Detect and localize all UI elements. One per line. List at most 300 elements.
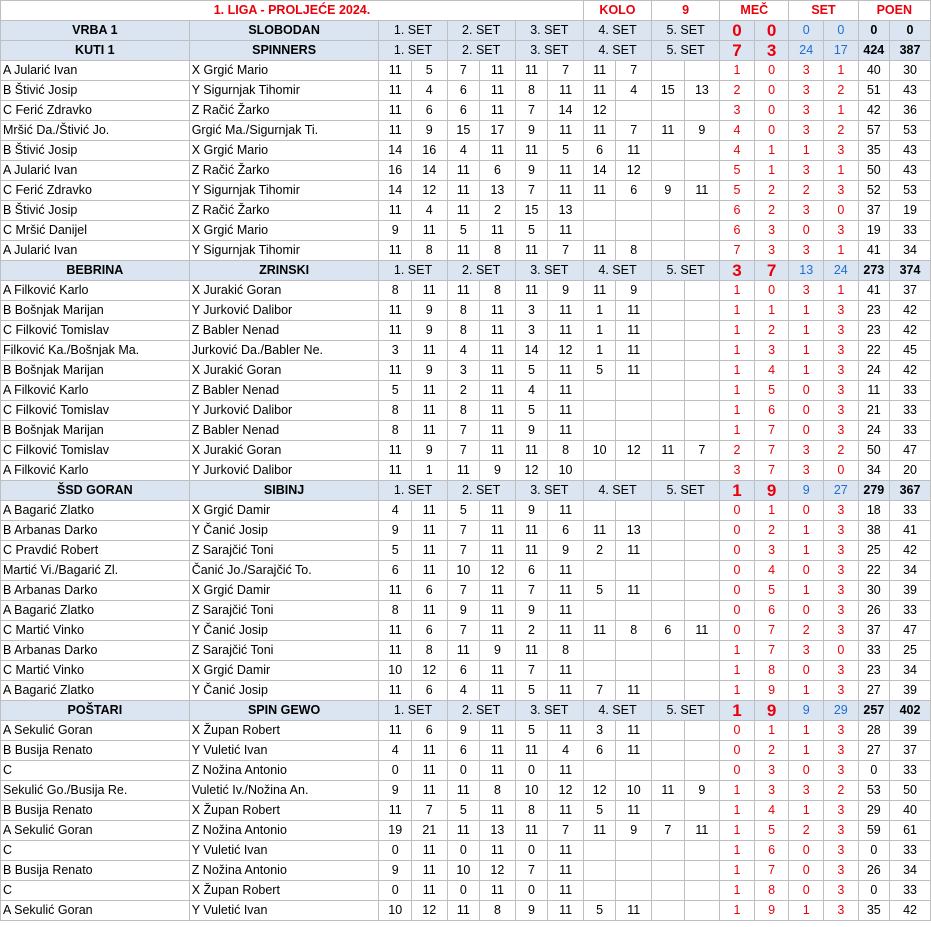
match-home-mec: 1 bbox=[720, 701, 755, 721]
set-score: 11 bbox=[480, 741, 516, 761]
home-sets-won: 0 bbox=[789, 761, 824, 781]
home-player: Mršić Da./Štivić Jo. bbox=[1, 121, 190, 141]
set-score bbox=[684, 541, 720, 561]
away-points: 50 bbox=[890, 781, 931, 801]
set-score bbox=[616, 661, 652, 681]
set-score bbox=[652, 321, 685, 341]
set-score: 11 bbox=[480, 141, 516, 161]
away-points: 33 bbox=[890, 401, 931, 421]
home-player: C bbox=[1, 761, 190, 781]
home-player: C Mršić Danijel bbox=[1, 221, 190, 241]
set-score bbox=[684, 61, 720, 81]
set-score: 0 bbox=[379, 841, 412, 861]
game-row bbox=[1, 501, 931, 521]
set-score: 11 bbox=[411, 561, 447, 581]
away-sets-won: 3 bbox=[824, 601, 859, 621]
set-score: 11 bbox=[548, 81, 584, 101]
away-points: 37 bbox=[890, 281, 931, 301]
set-score: 11 bbox=[447, 781, 480, 801]
set-score: 11 bbox=[548, 601, 584, 621]
home-player: C bbox=[1, 881, 190, 901]
set-score bbox=[583, 381, 616, 401]
home-sets-won: 2 bbox=[789, 821, 824, 841]
away-player: X Jurakić Goran bbox=[189, 361, 379, 381]
set-score: 13 bbox=[684, 81, 720, 101]
home-sets-won: 1 bbox=[789, 361, 824, 381]
set-score: 11 bbox=[548, 661, 584, 681]
set-score bbox=[583, 881, 616, 901]
set-score: 11 bbox=[515, 61, 548, 81]
home-points: 0 bbox=[858, 841, 889, 861]
set-score: 9 bbox=[379, 781, 412, 801]
home-sets-won: 0 bbox=[789, 221, 824, 241]
set-score: 7 bbox=[548, 241, 584, 261]
set-score: 10 bbox=[515, 781, 548, 801]
set-score: 7 bbox=[515, 101, 548, 121]
set-score: 7 bbox=[684, 441, 720, 461]
set-score: 14 bbox=[379, 181, 412, 201]
set-score bbox=[652, 581, 685, 601]
running-away-mec: 5 bbox=[754, 581, 789, 601]
running-home-mec: 1 bbox=[720, 801, 755, 821]
running-home-mec: 5 bbox=[720, 181, 755, 201]
set-score: 11 bbox=[515, 821, 548, 841]
set-score: 8 bbox=[411, 641, 447, 661]
set-score bbox=[616, 381, 652, 401]
set-score: 11 bbox=[548, 321, 584, 341]
set-score: 13 bbox=[616, 521, 652, 541]
set-score: 8 bbox=[379, 421, 412, 441]
running-away-mec: 7 bbox=[754, 421, 789, 441]
running-home-mec: 1 bbox=[720, 301, 755, 321]
set-score: 12 bbox=[616, 441, 652, 461]
set-score: 6 bbox=[411, 581, 447, 601]
set-score bbox=[652, 901, 685, 921]
set-score: 13 bbox=[480, 181, 516, 201]
set-score: 10 bbox=[447, 861, 480, 881]
away-points: 43 bbox=[890, 81, 931, 101]
set-score bbox=[684, 901, 720, 921]
set-score bbox=[684, 601, 720, 621]
set-score: 11 bbox=[548, 121, 584, 141]
home-sets-won: 3 bbox=[789, 61, 824, 81]
set-score: 6 bbox=[379, 561, 412, 581]
home-player: C Martić Vinko bbox=[1, 661, 190, 681]
set-score: 9 bbox=[480, 641, 516, 661]
set-score: 11 bbox=[515, 281, 548, 301]
set-score bbox=[684, 761, 720, 781]
away-sets-won: 3 bbox=[824, 421, 859, 441]
away-sets-won: 0 bbox=[824, 641, 859, 661]
set-score bbox=[652, 161, 685, 181]
home-points: 23 bbox=[858, 321, 889, 341]
game-row bbox=[1, 721, 931, 741]
set-score: 12 bbox=[616, 161, 652, 181]
set-score: 12 bbox=[583, 781, 616, 801]
game-row bbox=[1, 421, 931, 441]
home-player: Sekulić Go./Busija Re. bbox=[1, 781, 190, 801]
set-score bbox=[652, 201, 685, 221]
set-column-label: 3. SET bbox=[515, 21, 583, 41]
home-sets-won: 1 bbox=[789, 321, 824, 341]
match-away-mec: 0 bbox=[754, 21, 789, 41]
set-score bbox=[616, 881, 652, 901]
set-score bbox=[684, 581, 720, 601]
home-player: B Štivić Josip bbox=[1, 201, 190, 221]
running-home-mec: 1 bbox=[720, 641, 755, 661]
set-score: 0 bbox=[447, 841, 480, 861]
away-player: Y Čanić Josip bbox=[189, 621, 379, 641]
away-sets-won: 0 bbox=[824, 201, 859, 221]
home-points: 23 bbox=[858, 661, 889, 681]
away-player: Z Račić Žarko bbox=[189, 101, 379, 121]
set-score: 6 bbox=[652, 621, 685, 641]
set-score: 8 bbox=[480, 901, 516, 921]
set-score: 7 bbox=[447, 441, 480, 461]
running-away-mec: 3 bbox=[754, 241, 789, 261]
home-points: 53 bbox=[858, 781, 889, 801]
running-home-mec: 1 bbox=[720, 781, 755, 801]
set-score: 7 bbox=[447, 581, 480, 601]
away-player: Z Nožina Antonio bbox=[189, 861, 379, 881]
home-sets-won: 0 bbox=[789, 561, 824, 581]
set-column-label: 4. SET bbox=[583, 481, 651, 501]
home-sets-won: 1 bbox=[789, 681, 824, 701]
set-score: 16 bbox=[411, 141, 447, 161]
set-score: 7 bbox=[515, 861, 548, 881]
away-player: Grgić Ma./Sigurnjak Ti. bbox=[189, 121, 379, 141]
running-home-mec: 0 bbox=[720, 621, 755, 641]
set-score: 9 bbox=[652, 181, 685, 201]
match-away-points: 387 bbox=[890, 41, 931, 61]
running-away-mec: 4 bbox=[754, 801, 789, 821]
home-points: 22 bbox=[858, 561, 889, 581]
home-points: 25 bbox=[858, 541, 889, 561]
set-score: 11 bbox=[447, 161, 480, 181]
home-sets-won: 1 bbox=[789, 721, 824, 741]
set-score: 11 bbox=[447, 241, 480, 261]
home-sets-won: 0 bbox=[789, 421, 824, 441]
set-score: 7 bbox=[548, 821, 584, 841]
game-row bbox=[1, 781, 931, 801]
set-column-label: 3. SET bbox=[515, 701, 583, 721]
set-score: 11 bbox=[480, 501, 516, 521]
away-player: X Grgić Mario bbox=[189, 61, 379, 81]
away-points: 20 bbox=[890, 461, 931, 481]
set-score: 11 bbox=[548, 681, 584, 701]
away-points: 34 bbox=[890, 241, 931, 261]
set-score: 11 bbox=[480, 581, 516, 601]
set-score: 11 bbox=[583, 241, 616, 261]
set-score bbox=[652, 521, 685, 541]
away-player: Y Čanić Josip bbox=[189, 681, 379, 701]
match-away-sets: 27 bbox=[824, 481, 859, 501]
away-player: Y Jurković Dalibor bbox=[189, 301, 379, 321]
set-score: 9 bbox=[411, 121, 447, 141]
home-points: 23 bbox=[858, 301, 889, 321]
home-player: B Arbanas Darko bbox=[1, 581, 190, 601]
set-score: 13 bbox=[480, 821, 516, 841]
away-sets-won: 3 bbox=[824, 901, 859, 921]
away-sets-won: 3 bbox=[824, 821, 859, 841]
home-sets-won: 1 bbox=[789, 521, 824, 541]
away-sets-won: 3 bbox=[824, 841, 859, 861]
set-score: 7 bbox=[447, 61, 480, 81]
home-sets-won: 0 bbox=[789, 661, 824, 681]
set-score: 11 bbox=[480, 541, 516, 561]
set-score: 3 bbox=[583, 721, 616, 741]
set-score: 7 bbox=[515, 661, 548, 681]
game-row bbox=[1, 181, 931, 201]
set-score: 8 bbox=[379, 401, 412, 421]
away-points: 19 bbox=[890, 201, 931, 221]
set-score bbox=[616, 641, 652, 661]
set-score bbox=[652, 61, 685, 81]
home-player: B Štivić Josip bbox=[1, 81, 190, 101]
running-away-mec: 1 bbox=[754, 161, 789, 181]
set-score: 11 bbox=[411, 861, 447, 881]
set-column-label: 5. SET bbox=[652, 21, 720, 41]
set-column-label: 3. SET bbox=[515, 261, 583, 281]
set-score: 7 bbox=[447, 621, 480, 641]
away-player: X Grgić Damir bbox=[189, 661, 379, 681]
home-points: 42 bbox=[858, 101, 889, 121]
set-score bbox=[583, 761, 616, 781]
away-sets-won: 1 bbox=[824, 161, 859, 181]
set-score bbox=[684, 161, 720, 181]
running-away-mec: 3 bbox=[754, 221, 789, 241]
game-row bbox=[1, 161, 931, 181]
set-score: 11 bbox=[411, 401, 447, 421]
set-score: 15 bbox=[515, 201, 548, 221]
away-points: 33 bbox=[890, 601, 931, 621]
set-score: 11 bbox=[379, 81, 412, 101]
home-sets-won: 2 bbox=[789, 181, 824, 201]
away-sets-won: 1 bbox=[824, 61, 859, 81]
set-score: 7 bbox=[447, 541, 480, 561]
set-score: 6 bbox=[583, 141, 616, 161]
running-away-mec: 6 bbox=[754, 401, 789, 421]
set-score: 7 bbox=[616, 121, 652, 141]
away-points: 42 bbox=[890, 901, 931, 921]
running-home-mec: 1 bbox=[720, 681, 755, 701]
set-column-label: 2. SET bbox=[447, 481, 515, 501]
set-score bbox=[652, 741, 685, 761]
set-score: 8 bbox=[411, 241, 447, 261]
running-away-mec: 2 bbox=[754, 521, 789, 541]
home-sets-won: 3 bbox=[789, 461, 824, 481]
running-home-mec: 1 bbox=[720, 281, 755, 301]
game-row bbox=[1, 621, 931, 641]
set-score: 10 bbox=[379, 661, 412, 681]
set-score: 11 bbox=[616, 141, 652, 161]
game-row bbox=[1, 901, 931, 921]
home-points: 26 bbox=[858, 601, 889, 621]
home-sets-won: 0 bbox=[789, 401, 824, 421]
game-row bbox=[1, 321, 931, 341]
home-points: 27 bbox=[858, 741, 889, 761]
running-home-mec: 7 bbox=[720, 241, 755, 261]
set-score bbox=[616, 561, 652, 581]
league-title: 1. LIGA - PROLJEĆE 2024. bbox=[1, 1, 584, 21]
match-away-mec: 3 bbox=[754, 41, 789, 61]
home-sets-won: 1 bbox=[789, 541, 824, 561]
running-away-mec: 4 bbox=[754, 361, 789, 381]
running-home-mec: 0 bbox=[720, 601, 755, 621]
away-points: 33 bbox=[890, 841, 931, 861]
set-score: 11 bbox=[447, 281, 480, 301]
home-points: 28 bbox=[858, 721, 889, 741]
set-score: 11 bbox=[480, 61, 516, 81]
set-score: 11 bbox=[515, 741, 548, 761]
away-sets-won: 3 bbox=[824, 501, 859, 521]
home-points: 35 bbox=[858, 141, 889, 161]
set-score: 11 bbox=[548, 501, 584, 521]
set-score bbox=[583, 501, 616, 521]
set-score: 10 bbox=[548, 461, 584, 481]
match-home-sets: 9 bbox=[789, 481, 824, 501]
away-points: 39 bbox=[890, 681, 931, 701]
away-sets-won: 1 bbox=[824, 281, 859, 301]
set-score: 11 bbox=[379, 101, 412, 121]
set-score: 11 bbox=[411, 341, 447, 361]
set-score: 0 bbox=[515, 761, 548, 781]
home-player: A Jularić Ivan bbox=[1, 61, 190, 81]
home-player: A Sekulić Goran bbox=[1, 721, 190, 741]
set-score: 9 bbox=[379, 221, 412, 241]
match-away-sets: 0 bbox=[824, 21, 859, 41]
set-score: 1 bbox=[583, 321, 616, 341]
results-body bbox=[1, 1, 931, 921]
set-score: 4 bbox=[515, 381, 548, 401]
home-sets-won: 1 bbox=[789, 901, 824, 921]
set-score: 7 bbox=[411, 801, 447, 821]
game-row bbox=[1, 521, 931, 541]
home-points: 0 bbox=[858, 761, 889, 781]
set-column-label: 4. SET bbox=[583, 261, 651, 281]
set-score bbox=[684, 721, 720, 741]
game-row bbox=[1, 881, 931, 901]
poen-header: POEN bbox=[858, 1, 930, 21]
set-score: 5 bbox=[515, 401, 548, 421]
set-score: 8 bbox=[480, 281, 516, 301]
game-row bbox=[1, 641, 931, 661]
home-sets-won: 0 bbox=[789, 501, 824, 521]
set-score bbox=[684, 801, 720, 821]
running-away-mec: 0 bbox=[754, 121, 789, 141]
running-home-mec: 3 bbox=[720, 101, 755, 121]
match-header-row bbox=[1, 261, 931, 281]
set-score: 7 bbox=[652, 821, 685, 841]
set-score: 6 bbox=[515, 561, 548, 581]
home-points: 51 bbox=[858, 81, 889, 101]
home-points: 41 bbox=[858, 241, 889, 261]
game-row bbox=[1, 601, 931, 621]
away-player: Z Nožina Antonio bbox=[189, 821, 379, 841]
set-score bbox=[684, 521, 720, 541]
set-score: 7 bbox=[515, 581, 548, 601]
match-home-points: 0 bbox=[858, 21, 889, 41]
set-score: 16 bbox=[379, 161, 412, 181]
running-away-mec: 5 bbox=[754, 381, 789, 401]
set-score: 5 bbox=[583, 361, 616, 381]
running-away-mec: 4 bbox=[754, 561, 789, 581]
away-points: 42 bbox=[890, 361, 931, 381]
set-column-label: 5. SET bbox=[652, 701, 720, 721]
running-home-mec: 6 bbox=[720, 221, 755, 241]
set-score: 9 bbox=[480, 461, 516, 481]
running-home-mec: 1 bbox=[720, 881, 755, 901]
running-home-mec: 1 bbox=[720, 401, 755, 421]
away-sets-won: 3 bbox=[824, 761, 859, 781]
set-score: 11 bbox=[480, 761, 516, 781]
match-away-points: 402 bbox=[890, 701, 931, 721]
set-score bbox=[652, 421, 685, 441]
set-score: 11 bbox=[379, 621, 412, 641]
set-score: 14 bbox=[515, 341, 548, 361]
away-points: 25 bbox=[890, 641, 931, 661]
set-score bbox=[684, 681, 720, 701]
home-player: B Bošnjak Marijan bbox=[1, 421, 190, 441]
set-score: 6 bbox=[411, 621, 447, 641]
running-home-mec: 0 bbox=[720, 501, 755, 521]
set-score: 9 bbox=[379, 861, 412, 881]
running-home-mec: 2 bbox=[720, 441, 755, 461]
set-score bbox=[652, 541, 685, 561]
running-away-mec: 3 bbox=[754, 761, 789, 781]
set-score: 9 bbox=[447, 721, 480, 741]
home-points: 40 bbox=[858, 61, 889, 81]
set-score bbox=[583, 421, 616, 441]
set-score bbox=[616, 421, 652, 441]
running-away-mec: 2 bbox=[754, 741, 789, 761]
running-away-mec: 3 bbox=[754, 781, 789, 801]
set-score: 11 bbox=[411, 421, 447, 441]
set-score: 11 bbox=[515, 641, 548, 661]
game-row bbox=[1, 141, 931, 161]
away-player: Z Babler Nenad bbox=[189, 381, 379, 401]
set-column-label: 5. SET bbox=[652, 41, 720, 61]
away-sets-won: 0 bbox=[824, 461, 859, 481]
game-row bbox=[1, 61, 931, 81]
set-score: 11 bbox=[411, 541, 447, 561]
set-score: 11 bbox=[515, 441, 548, 461]
set-score: 11 bbox=[548, 421, 584, 441]
set-header: SET bbox=[789, 1, 858, 21]
set-score: 11 bbox=[652, 781, 685, 801]
set-score: 5 bbox=[447, 221, 480, 241]
home-points: 24 bbox=[858, 361, 889, 381]
set-score bbox=[616, 841, 652, 861]
home-points: 37 bbox=[858, 621, 889, 641]
set-score: 5 bbox=[583, 901, 616, 921]
away-points: 42 bbox=[890, 301, 931, 321]
running-home-mec: 1 bbox=[720, 841, 755, 861]
away-points: 61 bbox=[890, 821, 931, 841]
set-score: 11 bbox=[548, 841, 584, 861]
match-home-sets: 9 bbox=[789, 701, 824, 721]
set-score: 11 bbox=[411, 281, 447, 301]
away-sets-won: 3 bbox=[824, 301, 859, 321]
away-sets-won: 3 bbox=[824, 581, 859, 601]
set-score: 11 bbox=[583, 181, 616, 201]
set-score bbox=[684, 661, 720, 681]
set-score: 11 bbox=[583, 121, 616, 141]
set-score: 11 bbox=[548, 621, 584, 641]
home-sets-won: 2 bbox=[789, 621, 824, 641]
running-home-mec: 2 bbox=[720, 81, 755, 101]
home-points: 26 bbox=[858, 861, 889, 881]
